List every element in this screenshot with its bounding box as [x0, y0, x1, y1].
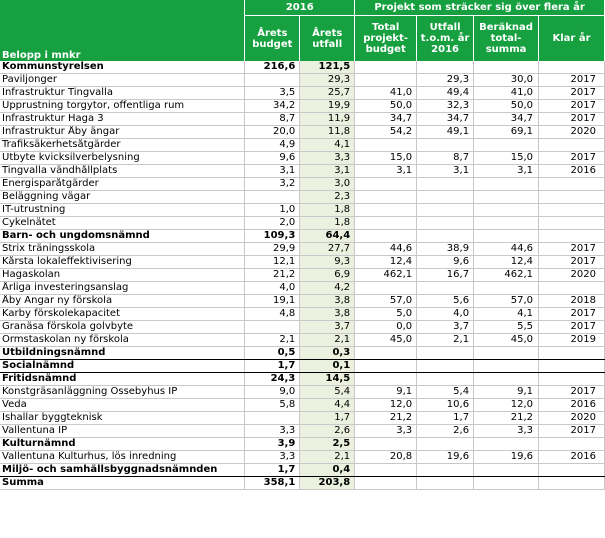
row-utfall-tom: 4,0 [417, 308, 474, 321]
row-budget: 34,2 [245, 100, 300, 113]
row-total-budget: 12,4 [355, 256, 417, 269]
row-budget: 2,1 [245, 334, 300, 347]
table-row [0, 61, 605, 74]
row-klar [539, 438, 605, 451]
row-name: Tingvalla vändhållplats [0, 165, 245, 178]
header-utfall-tom: Utfall t.o.m. år 2016 [417, 16, 474, 62]
row-name: Socialnämnd [0, 360, 245, 373]
row-utfall-tom: 29,3 [417, 74, 474, 87]
row-utfall: 5,4 [300, 386, 355, 399]
row-name: Kulturnämnd [0, 438, 245, 451]
row-name: Vallentuna IP [0, 425, 245, 438]
row-klar [539, 204, 605, 217]
row-name: Beläggning vägar [0, 191, 245, 204]
row-beraknad [474, 360, 539, 373]
row-klar [539, 230, 605, 243]
row-klar: 2019 [539, 334, 605, 347]
row-klar [539, 139, 605, 152]
row-utfall: 4,4 [300, 399, 355, 412]
row-utfall: 25,7 [300, 87, 355, 100]
table-row [0, 165, 605, 178]
row-utfall: 11,9 [300, 113, 355, 126]
row-budget: 1,7 [245, 464, 300, 477]
row-utfall: 29,3 [300, 74, 355, 87]
table-row [0, 217, 605, 230]
row-budget: 358,1 [245, 477, 300, 490]
row-utfall-tom [417, 347, 474, 360]
row-budget: 1,7 [245, 360, 300, 373]
row-klar [539, 61, 605, 74]
row-total-budget [355, 139, 417, 152]
row-total-budget: 5,0 [355, 308, 417, 321]
row-utfall-tom [417, 204, 474, 217]
row-utfall: 2,6 [300, 425, 355, 438]
row-total-budget [355, 230, 417, 243]
row-utfall: 14,5 [300, 373, 355, 386]
row-utfall-tom [417, 464, 474, 477]
table-row [0, 113, 605, 126]
row-name: Cykelnätet [0, 217, 245, 230]
row-utfall: 1,7 [300, 412, 355, 425]
row-budget: 3,3 [245, 425, 300, 438]
table-row [0, 256, 605, 269]
row-utfall: 0,4 [300, 464, 355, 477]
row-name: Vallentuna Kulturhus, lös inredning [0, 451, 245, 464]
row-total-budget [355, 282, 417, 295]
table-row [0, 464, 605, 477]
row-klar: 2016 [539, 165, 605, 178]
row-budget: 2,0 [245, 217, 300, 230]
row-utfall: 27,7 [300, 243, 355, 256]
table-row [0, 308, 605, 321]
row-utfall: 3,8 [300, 308, 355, 321]
row-total-budget [355, 217, 417, 230]
row-utfall: 121,5 [300, 61, 355, 74]
row-utfall-tom [417, 282, 474, 295]
row-klar [539, 191, 605, 204]
table-row [0, 100, 605, 113]
row-beraknad [474, 230, 539, 243]
row-beraknad: 5,5 [474, 321, 539, 334]
header-row-top [0, 0, 605, 16]
row-beraknad: 15,0 [474, 152, 539, 165]
row-name: Barn- och ungdomsnämnd [0, 230, 245, 243]
row-utfall-tom: 3,1 [417, 165, 474, 178]
row-utfall: 3,3 [300, 152, 355, 165]
row-budget [245, 191, 300, 204]
row-total-budget: 15,0 [355, 152, 417, 165]
header-beraknad: Beräknad total-summa [474, 16, 539, 62]
row-beraknad: 44,6 [474, 243, 539, 256]
row-total-budget: 44,6 [355, 243, 417, 256]
row-klar: 2017 [539, 74, 605, 87]
row-total-budget [355, 464, 417, 477]
row-utfall-tom: 2,1 [417, 334, 474, 347]
table-row [0, 451, 605, 464]
row-total-budget: 462,1 [355, 269, 417, 282]
row-beraknad [474, 139, 539, 152]
row-beraknad: 21,2 [474, 412, 539, 425]
row-utfall: 4,2 [300, 282, 355, 295]
row-utfall-tom: 16,7 [417, 269, 474, 282]
row-name: Hagaskolan [0, 269, 245, 282]
row-budget: 9,0 [245, 386, 300, 399]
row-utfall: 0,3 [300, 347, 355, 360]
row-name: Årliga investeringsanslag [0, 282, 245, 295]
row-name: Ishallar byggteknisk [0, 412, 245, 425]
row-total-budget: 34,7 [355, 113, 417, 126]
row-utfall: 2,3 [300, 191, 355, 204]
row-total-budget [355, 373, 417, 386]
table-row [0, 204, 605, 217]
row-name: Miljö- och samhällsbyggnadsnämnden [0, 464, 245, 477]
row-beraknad [474, 347, 539, 360]
header-blank [0, 0, 245, 16]
row-utfall-tom: 8,7 [417, 152, 474, 165]
table-row [0, 230, 605, 243]
row-name: Granäsa förskola golvbyte [0, 321, 245, 334]
row-utfall-tom [417, 230, 474, 243]
row-total-budget: 3,1 [355, 165, 417, 178]
row-beraknad: 50,0 [474, 100, 539, 113]
row-name: Kommunstyrelsen [0, 61, 245, 74]
row-beraknad: 19,6 [474, 451, 539, 464]
row-budget [245, 74, 300, 87]
table-row [0, 295, 605, 308]
table-row [0, 87, 605, 100]
row-klar: 2016 [539, 451, 605, 464]
header-amount-label: Belopp i mnkr [0, 16, 245, 62]
table-row [0, 152, 605, 165]
row-total-budget: 45,0 [355, 334, 417, 347]
table-row [0, 386, 605, 399]
row-klar: 2017 [539, 256, 605, 269]
row-utfall-tom: 5,4 [417, 386, 474, 399]
row-name: Veda [0, 399, 245, 412]
row-klar [539, 360, 605, 373]
row-total-budget [355, 360, 417, 373]
header-klar: Klar år [539, 16, 605, 62]
row-name: Ormstaskolan ny förskola [0, 334, 245, 347]
row-total-budget: 12,0 [355, 399, 417, 412]
row-name: Strix träningsskola [0, 243, 245, 256]
row-utfall-tom: 38,9 [417, 243, 474, 256]
row-utfall-tom: 2,6 [417, 425, 474, 438]
row-total-budget [355, 74, 417, 87]
row-beraknad: 4,1 [474, 308, 539, 321]
row-utfall: 2,1 [300, 334, 355, 347]
table-row [0, 269, 605, 282]
table-row [0, 74, 605, 87]
row-budget: 3,1 [245, 165, 300, 178]
row-beraknad [474, 217, 539, 230]
row-beraknad [474, 191, 539, 204]
row-beraknad: 12,0 [474, 399, 539, 412]
row-utfall: 4,1 [300, 139, 355, 152]
row-beraknad: 45,0 [474, 334, 539, 347]
row-beraknad [474, 373, 539, 386]
row-utfall: 3,8 [300, 295, 355, 308]
row-total-budget [355, 191, 417, 204]
row-name: Infrastruktur Tingvalla [0, 87, 245, 100]
row-name: Åby Ängar ny förskola [0, 295, 245, 308]
row-utfall: 3,1 [300, 165, 355, 178]
row-budget: 12,1 [245, 256, 300, 269]
row-budget: 3,2 [245, 178, 300, 191]
table-row [0, 347, 605, 360]
table-row [0, 178, 605, 191]
table-row [0, 477, 605, 490]
row-name: Trafiksäkerhetsåtgärder [0, 139, 245, 152]
row-utfall-tom: 34,7 [417, 113, 474, 126]
row-klar [539, 464, 605, 477]
row-klar [539, 178, 605, 191]
row-klar: 2018 [539, 295, 605, 308]
row-klar: 2017 [539, 243, 605, 256]
row-beraknad [474, 204, 539, 217]
row-klar [539, 282, 605, 295]
table-row [0, 139, 605, 152]
row-name: Infrastruktur Åby ängar [0, 126, 245, 139]
row-utfall: 0,1 [300, 360, 355, 373]
table-row [0, 334, 605, 347]
row-budget: 4,9 [245, 139, 300, 152]
row-total-budget: 3,3 [355, 425, 417, 438]
header-multi-year: Projekt som sträcker sig över flera år [355, 0, 605, 16]
row-klar: 2020 [539, 269, 605, 282]
row-klar [539, 217, 605, 230]
row-budget: 109,3 [245, 230, 300, 243]
row-utfall-tom: 49,4 [417, 87, 474, 100]
row-total-budget [355, 61, 417, 74]
row-budget: 9,6 [245, 152, 300, 165]
row-total-budget: 0,0 [355, 321, 417, 334]
row-total-budget: 41,0 [355, 87, 417, 100]
row-utfall-tom [417, 438, 474, 451]
row-beraknad: 9,1 [474, 386, 539, 399]
row-klar: 2017 [539, 100, 605, 113]
row-total-budget [355, 477, 417, 490]
row-budget: 216,6 [245, 61, 300, 74]
table-row [0, 425, 605, 438]
row-utfall-tom [417, 217, 474, 230]
row-total-budget [355, 178, 417, 191]
row-utfall-tom: 19,6 [417, 451, 474, 464]
row-utfall-tom: 3,7 [417, 321, 474, 334]
row-utfall: 6,9 [300, 269, 355, 282]
row-utfall-tom [417, 360, 474, 373]
row-klar: 2017 [539, 87, 605, 100]
row-utfall: 9,3 [300, 256, 355, 269]
row-beraknad [474, 464, 539, 477]
table-row [0, 412, 605, 425]
row-utfall: 1,8 [300, 204, 355, 217]
row-beraknad: 57,0 [474, 295, 539, 308]
row-utfall: 19,9 [300, 100, 355, 113]
row-beraknad: 34,7 [474, 113, 539, 126]
row-budget: 20,0 [245, 126, 300, 139]
row-beraknad: 3,1 [474, 165, 539, 178]
row-name: Infrastruktur Haga 3 [0, 113, 245, 126]
row-beraknad [474, 178, 539, 191]
row-beraknad: 3,3 [474, 425, 539, 438]
row-utfall-tom: 5,6 [417, 295, 474, 308]
row-klar: 2020 [539, 412, 605, 425]
row-budget: 0,5 [245, 347, 300, 360]
row-utfall: 2,5 [300, 438, 355, 451]
row-name: Paviljonger [0, 74, 245, 87]
row-beraknad: 12,4 [474, 256, 539, 269]
row-budget: 3,3 [245, 451, 300, 464]
row-budget: 8,7 [245, 113, 300, 126]
row-name: Konstgräsanläggning Össebyhus IP [0, 386, 245, 399]
row-utfall: 3,0 [300, 178, 355, 191]
row-utfall-tom: 9,6 [417, 256, 474, 269]
row-budget: 19,1 [245, 295, 300, 308]
row-klar [539, 373, 605, 386]
table-row [0, 191, 605, 204]
row-klar [539, 347, 605, 360]
row-beraknad [474, 477, 539, 490]
row-total-budget [355, 438, 417, 451]
row-budget: 5,8 [245, 399, 300, 412]
row-budget: 29,9 [245, 243, 300, 256]
table-row [0, 373, 605, 386]
row-utfall-tom [417, 191, 474, 204]
header-row-columns [0, 16, 605, 62]
row-utfall: 203,8 [300, 477, 355, 490]
table-row [0, 282, 605, 295]
table-row [0, 399, 605, 412]
row-name: Upprustning torgytor, offentliga rum [0, 100, 245, 113]
row-klar: 2017 [539, 386, 605, 399]
row-utfall: 1,8 [300, 217, 355, 230]
row-utfall-tom: 1,7 [417, 412, 474, 425]
row-beraknad: 69,1 [474, 126, 539, 139]
header-total-budget: Total projekt-budget [355, 16, 417, 62]
row-budget: 3,5 [245, 87, 300, 100]
row-budget: 21,2 [245, 269, 300, 282]
row-budget: 24,3 [245, 373, 300, 386]
row-utfall-tom: 10,6 [417, 399, 474, 412]
table-row [0, 438, 605, 451]
row-name: Summa [0, 477, 245, 490]
row-name: Karby förskolekapacitet [0, 308, 245, 321]
row-total-budget [355, 204, 417, 217]
row-utfall: 3,7 [300, 321, 355, 334]
row-klar: 2020 [539, 126, 605, 139]
header-budget: Årets budget [245, 16, 300, 62]
row-total-budget: 21,2 [355, 412, 417, 425]
row-klar: 2017 [539, 425, 605, 438]
table-row [0, 321, 605, 334]
row-klar [539, 477, 605, 490]
header-utfall: Årets utfall [300, 16, 355, 62]
row-klar: 2017 [539, 113, 605, 126]
row-beraknad [474, 282, 539, 295]
row-total-budget: 57,0 [355, 295, 417, 308]
row-budget [245, 412, 300, 425]
row-budget: 3,9 [245, 438, 300, 451]
row-budget: 1,0 [245, 204, 300, 217]
row-utfall: 64,4 [300, 230, 355, 243]
row-budget: 4,8 [245, 308, 300, 321]
row-beraknad [474, 61, 539, 74]
row-utfall-tom [417, 139, 474, 152]
row-utfall: 11,8 [300, 126, 355, 139]
table-row [0, 126, 605, 139]
row-budget: 4,0 [245, 282, 300, 295]
row-klar: 2016 [539, 399, 605, 412]
row-total-budget: 20,8 [355, 451, 417, 464]
row-name: Kårsta lokaleffektivisering [0, 256, 245, 269]
row-total-budget: 50,0 [355, 100, 417, 113]
row-total-budget: 9,1 [355, 386, 417, 399]
row-klar: 2017 [539, 152, 605, 165]
row-utfall-tom: 32,3 [417, 100, 474, 113]
row-utfall-tom: 49,1 [417, 126, 474, 139]
row-total-budget [355, 347, 417, 360]
row-name: Utbyte kvicksilverbelysning [0, 152, 245, 165]
row-utfall-tom [417, 178, 474, 191]
row-utfall: 2,1 [300, 451, 355, 464]
row-beraknad: 462,1 [474, 269, 539, 282]
row-utfall-tom [417, 373, 474, 386]
row-klar: 2017 [539, 321, 605, 334]
row-utfall-tom [417, 61, 474, 74]
row-name: Fritidsnämnd [0, 373, 245, 386]
row-name: Energisparåtgärder [0, 178, 245, 191]
table-row [0, 243, 605, 256]
row-beraknad [474, 438, 539, 451]
row-klar: 2017 [539, 308, 605, 321]
row-name: Utbildningsnämnd [0, 347, 245, 360]
table-row [0, 360, 605, 373]
row-beraknad: 41,0 [474, 87, 539, 100]
header-year: 2016 [245, 0, 355, 16]
row-name: IT-utrustning [0, 204, 245, 217]
row-beraknad: 30,0 [474, 74, 539, 87]
row-utfall-tom [417, 477, 474, 490]
row-budget [245, 321, 300, 334]
row-total-budget: 54,2 [355, 126, 417, 139]
